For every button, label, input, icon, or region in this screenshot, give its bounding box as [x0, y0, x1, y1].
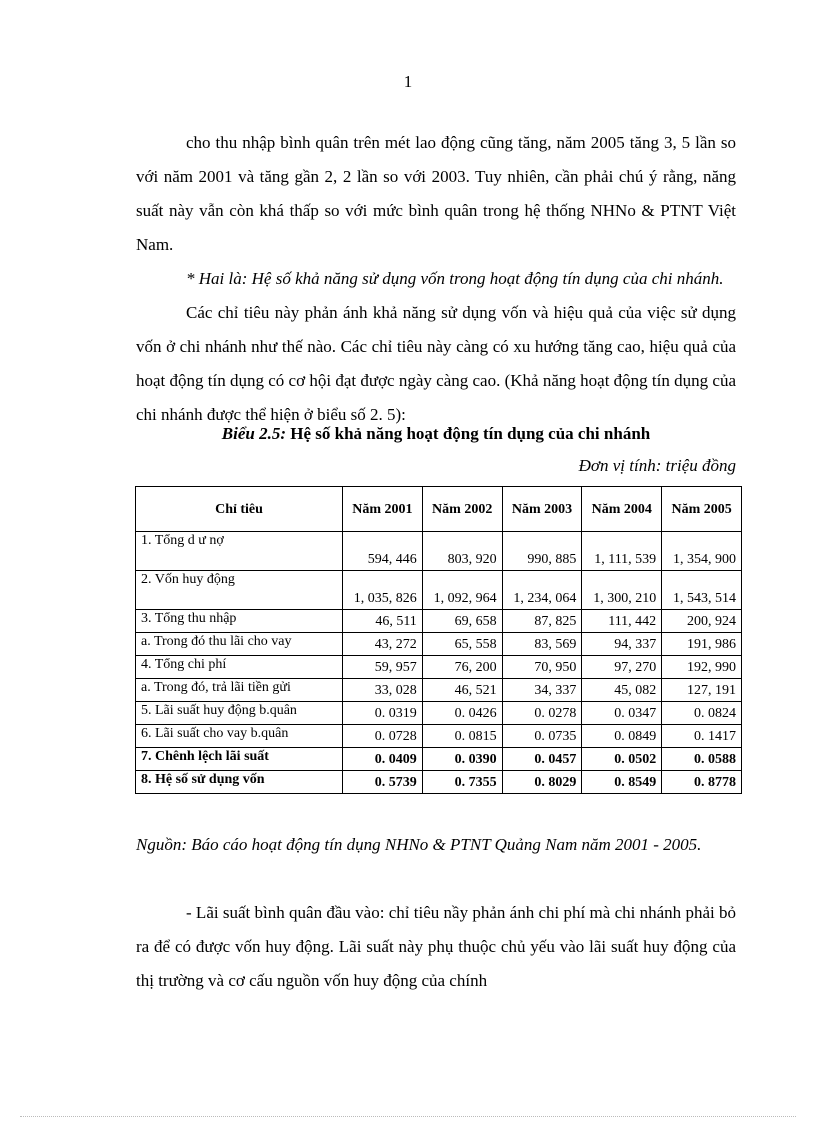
unit-label: Đơn vị tính: triệu đồng: [578, 456, 736, 475]
header-year: Năm 2003: [502, 487, 582, 532]
table-caption-title: Hệ số khả năng hoạt động tín dụng của chi nhánh: [290, 424, 651, 443]
table-row: [136, 725, 742, 748]
cell-value: 0. 8029: [502, 771, 582, 794]
cell-value: 46, 521: [422, 679, 502, 702]
source-note: Nguồn: Báo cáo hoạt động tín dụng NHNo & PTNT Quảng Nam năm 2001 - 2005.: [136, 835, 702, 854]
cell-value: 0. 0409: [343, 748, 423, 771]
cell-value: 70, 950: [502, 656, 582, 679]
row-label: 1. Tổng d ư nợ: [136, 532, 343, 571]
header-year: Năm 2002: [422, 487, 502, 532]
cell-value: 192, 990: [662, 656, 742, 679]
table-row: [136, 748, 742, 771]
cell-value: 0. 0815: [422, 725, 502, 748]
cell-value: 1, 111, 539: [582, 532, 662, 571]
table-row: [136, 771, 742, 794]
cell-value: 0. 0502: [582, 748, 662, 771]
cell-value: 1, 300, 210: [582, 571, 662, 610]
credit-capacity-table: [135, 486, 742, 794]
cell-value: 1, 092, 964: [422, 571, 502, 610]
table-row: [136, 532, 742, 571]
row-label: 7. Chênh lệch lãi suất: [136, 748, 343, 771]
cell-value: 0. 0735: [502, 725, 582, 748]
cell-value: 0. 0426: [422, 702, 502, 725]
cell-value: 1, 234, 064: [502, 571, 582, 610]
cell-value: 76, 200: [422, 656, 502, 679]
table-row: [136, 610, 742, 633]
cell-value: 1, 543, 514: [662, 571, 742, 610]
table-row: [136, 679, 742, 702]
body-text-bottom: [136, 896, 736, 998]
cell-value: 1, 035, 826: [343, 571, 423, 610]
cell-value: 191, 986: [662, 633, 742, 656]
cell-value: 0. 0728: [343, 725, 423, 748]
cell-value: 0. 7355: [422, 771, 502, 794]
row-label: a. Trong đó thu lãi cho vay: [136, 633, 343, 656]
cell-value: 0. 5739: [343, 771, 423, 794]
page-number: 1: [403, 72, 413, 91]
cell-value: 59, 957: [343, 656, 423, 679]
paragraph-income: cho thu nhập bình quân trên mét lao động cũng tăng, năm 2005 tăng 3, 5 lần so với năm 2001 và tăng gần 2, 2 lần so với 2003. Tuy nhiên, cần phải chú ý rằng, năng suất này vẫn còn khá thấp so với mức bình quân trong hệ thống NHNo & PTNT Việt Nam.: [136, 133, 736, 254]
cell-value: 0. 0278: [502, 702, 582, 725]
cell-value: 200, 924: [662, 610, 742, 633]
cell-value: 94, 337: [582, 633, 662, 656]
table-row: [136, 633, 742, 656]
page-bottom-divider: [20, 1116, 796, 1117]
cell-value: 0. 0390: [422, 748, 502, 771]
header-year: Năm 2004: [582, 487, 662, 532]
header-year: Năm 2005: [662, 487, 742, 532]
row-label: 8. Hệ số sử dụng vốn: [136, 771, 343, 794]
table-header-row: [136, 487, 742, 532]
cell-value: 87, 825: [502, 610, 582, 633]
table-row: [136, 571, 742, 610]
cell-value: 34, 337: [502, 679, 582, 702]
row-label: a. Trong đó, trả lãi tiền gửi: [136, 679, 343, 702]
paragraph-indicators: Các chỉ tiêu này phản ánh khả năng sử dụng vốn và hiệu quả của việc sử dụng vốn ở chi nhánh như thế nào. Các chỉ tiêu này càng có xu hướng tăng cao, hiệu quả của hoạt động tín dụng có cơ hội đạt được ngày càng cao. (Khả năng hoạt động tín dụng của chi nhánh được thể hiện ở biểu số 2. 5):: [136, 303, 736, 424]
row-label: 5. Lãi suất huy động b.quân: [136, 702, 343, 725]
paragraph-input-rate: - Lãi suất bình quân đầu vào: chỉ tiêu nầy phản ánh chi phí mà chi nhánh phải bỏ ra để có được vốn huy động. Lãi suất này phụ thuộc chủ yếu vào lãi suất huy động của thị trường và cơ cấu nguồn vốn huy động của chính: [136, 903, 736, 990]
cell-value: 0. 0457: [502, 748, 582, 771]
table-row: [136, 656, 742, 679]
cell-value: 46, 511: [343, 610, 423, 633]
cell-value: 43, 272: [343, 633, 423, 656]
cell-value: 0. 8549: [582, 771, 662, 794]
header-year: Năm 2001: [343, 487, 423, 532]
cell-value: 594, 446: [343, 532, 423, 571]
cell-value: 65, 558: [422, 633, 502, 656]
cell-value: 0. 1417: [662, 725, 742, 748]
header-indicator: Chỉ tiêu: [136, 487, 343, 532]
cell-value: 33, 028: [343, 679, 423, 702]
row-label: 3. Tổng thu nhập: [136, 610, 343, 633]
cell-value: 69, 658: [422, 610, 502, 633]
cell-value: 0. 0849: [582, 725, 662, 748]
cell-value: 97, 270: [582, 656, 662, 679]
cell-value: 803, 920: [422, 532, 502, 571]
paragraph-capital-heading: * Hai là: Hệ số khả năng sử dụng vốn trong hoạt động tín dụng của chi nhánh.: [186, 269, 724, 288]
cell-value: 990, 885: [502, 532, 582, 571]
cell-value: 0. 0347: [582, 702, 662, 725]
cell-value: 111, 442: [582, 610, 662, 633]
cell-value: 0. 0588: [662, 748, 742, 771]
table-row: [136, 702, 742, 725]
row-label: 2. Vốn huy động: [136, 571, 343, 610]
table-caption-label: Biểu 2.5:: [221, 424, 286, 443]
row-label: 6. Lãi suất cho vay b.quân: [136, 725, 343, 748]
body-text-top: [136, 126, 736, 432]
row-label: 4. Tổng chi phí: [136, 656, 343, 679]
cell-value: 83, 569: [502, 633, 582, 656]
cell-value: 1, 354, 900: [662, 532, 742, 571]
cell-value: 0. 0319: [343, 702, 423, 725]
cell-value: 127, 191: [662, 679, 742, 702]
cell-value: 45, 082: [582, 679, 662, 702]
cell-value: 0. 8778: [662, 771, 742, 794]
cell-value: 0. 0824: [662, 702, 742, 725]
table-caption: [136, 424, 736, 444]
